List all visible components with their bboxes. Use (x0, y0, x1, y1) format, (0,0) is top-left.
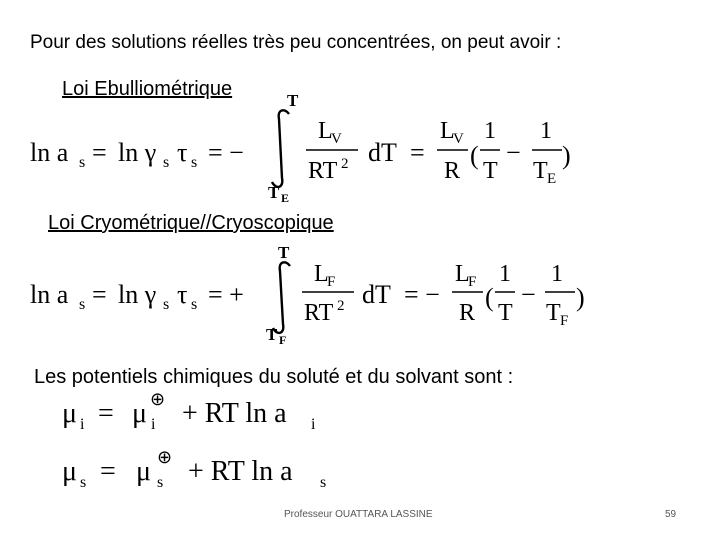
solute-potential-equation (0, 388, 720, 438)
rt-ln-sub: i (311, 416, 316, 433)
mu-standard: μ (132, 398, 148, 429)
ebulliometric-equation (0, 92, 720, 208)
one-b: 1 (540, 118, 552, 144)
standard-state-symbol: ⊕ (157, 447, 173, 467)
eq-tau-sub: s (191, 296, 198, 313)
one-a: 1 (499, 261, 511, 287)
eq-equals: = (92, 138, 107, 167)
eq-ln-gamma: ln γ (118, 138, 157, 167)
rt-ln-term: + RT ln a (188, 456, 293, 487)
frac-denominator-sup: 2 (337, 298, 345, 314)
equals: = (98, 398, 114, 429)
integral-sign (272, 110, 289, 187)
mu-sub: s (80, 474, 87, 491)
eq-tau: τ (177, 138, 188, 167)
eq-lhs-sub: s (79, 296, 86, 313)
integral-sign (273, 262, 290, 333)
integral-lower-bound: T (268, 183, 280, 202)
frac-denominator-sup: 2 (341, 156, 349, 172)
eq-equals-plus: = + (208, 280, 244, 309)
T-a: T (483, 158, 498, 184)
one-a: 1 (484, 118, 496, 144)
frac-denominator: RT (304, 300, 334, 326)
rt-ln-term: + RT ln a (182, 398, 287, 429)
intro-text: Pour des solutions réelles très peu concentrées, on peut avoir : (30, 32, 562, 53)
eq-equals: = (92, 280, 107, 309)
T-a: T (498, 300, 513, 326)
cryometric-law-heading: Loi Cryométrique//Cryoscopique (48, 212, 334, 234)
rt-ln-sub: s (320, 474, 327, 491)
eq-dT: dT (368, 138, 397, 167)
footer-author: Professeur OUATTARA LASSINE (284, 509, 433, 520)
integral-lower-sub: F (279, 333, 287, 347)
equals: = (100, 456, 116, 487)
eq-tau: τ (177, 280, 188, 309)
eq-gamma-sub: s (163, 154, 170, 171)
mu-symbol: μ (62, 398, 78, 429)
minus: − (506, 138, 521, 167)
integral-lower-bound: T (266, 325, 278, 344)
ebulliometric-law-heading: Loi Ebulliométrique (62, 78, 233, 100)
integral-upper-bound: T (287, 91, 299, 110)
paren-close: ) (562, 141, 571, 170)
eq-dT: dT (362, 280, 391, 309)
mu-standard-sub: i (151, 416, 156, 433)
mu-standard-sub: s (157, 474, 164, 491)
T-b: T (533, 158, 548, 184)
frac2-denominator: R (459, 300, 476, 326)
paren-open: ( (485, 283, 494, 312)
T-b-sub: F (560, 313, 569, 329)
standard-state-symbol: ⊕ (150, 389, 166, 409)
mu-standard: μ (136, 456, 152, 487)
frac2-numerator-sub: F (468, 274, 477, 290)
eq-equals-2: = (410, 138, 425, 167)
eq-lhs: ln a (30, 280, 69, 309)
eq-lhs: ln a (30, 138, 69, 167)
eq-ln-gamma: ln γ (118, 280, 157, 309)
mu-symbol: μ (62, 456, 78, 487)
frac2-numerator-sub: V (453, 131, 464, 147)
paren-close: ) (576, 283, 585, 312)
mu-sub: i (80, 416, 85, 433)
one-b: 1 (551, 261, 563, 287)
eq-tau-sub: s (191, 154, 198, 171)
T-b-sub: E (547, 171, 557, 187)
page-number: 59 (665, 509, 677, 520)
chemical-potentials-intro: Les potentiels chimiques du soluté et du solvant sont : (34, 366, 514, 388)
T-b: T (546, 300, 561, 326)
eq-gamma-sub: s (163, 296, 170, 313)
solvent-potential-equation (0, 444, 720, 496)
frac-denominator: RT (308, 158, 338, 184)
integral-upper-bound: T (278, 243, 290, 262)
cryometric-equation (0, 244, 720, 350)
frac2-denominator: R (444, 158, 461, 184)
frac2-numerator: L (455, 261, 470, 287)
frac-numerator: L (318, 118, 333, 144)
minus: − (521, 280, 536, 309)
eq-lhs-sub: s (79, 154, 86, 171)
frac-numerator-sub: F (327, 274, 336, 290)
integral-lower-sub: E (281, 191, 290, 205)
eq-equals-minus: = − (404, 280, 440, 309)
frac-numerator: L (314, 261, 329, 287)
paren-open: ( (470, 141, 479, 170)
eq-equals-minus: = − (208, 138, 244, 167)
frac-numerator-sub: V (331, 131, 342, 147)
frac2-numerator: L (440, 118, 455, 144)
